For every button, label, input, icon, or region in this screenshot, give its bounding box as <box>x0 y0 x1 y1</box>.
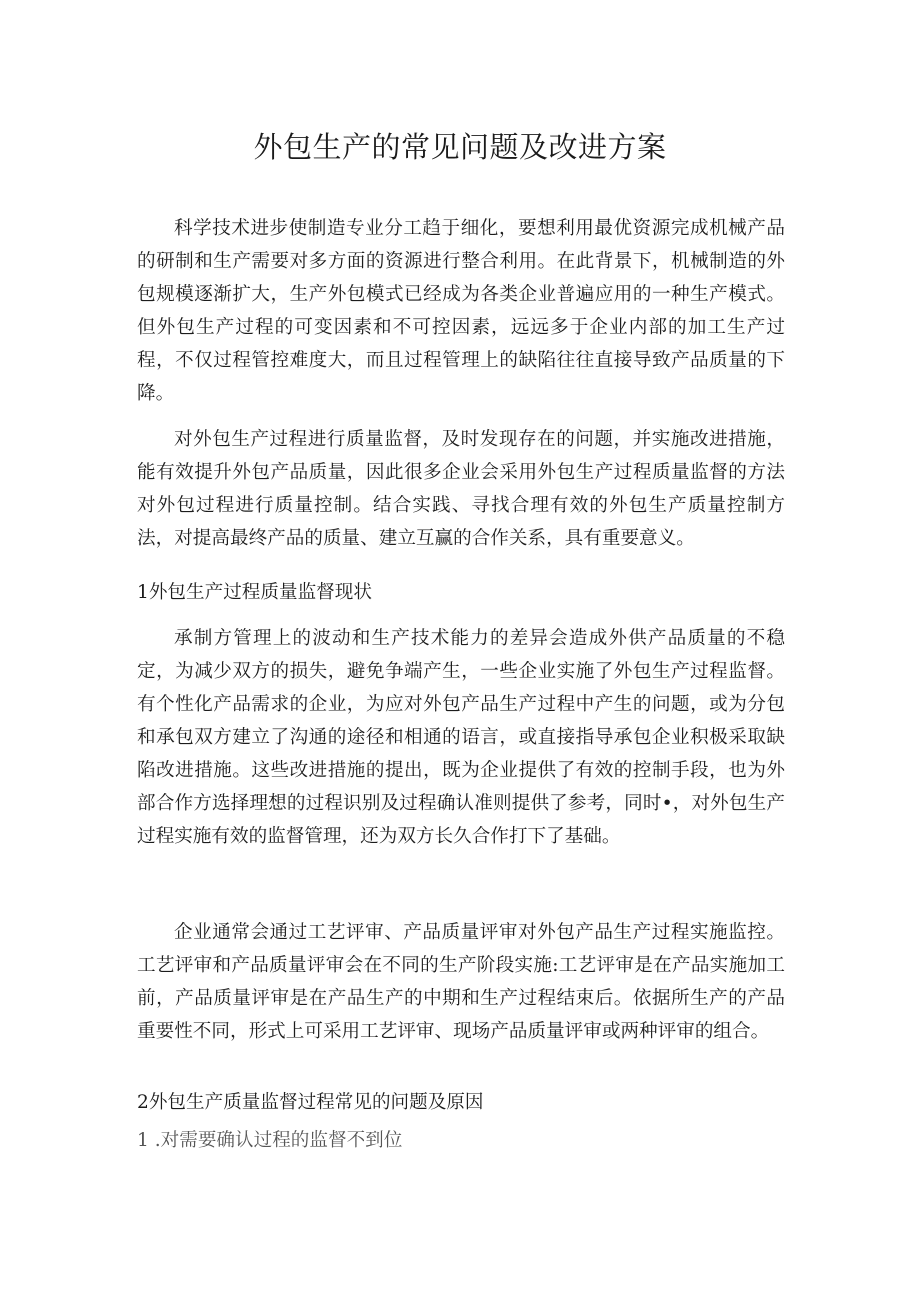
section-heading-2: 2外包生产质量监督过程常见的问题及原因 <box>137 1092 484 1113</box>
document-title: 外包生产的常见问题及改进方案 <box>253 130 667 165</box>
paragraph-status: 承制方管理上的波动和生产技术能力的差异会造成外供产品质量的不稳定，为减少双方的损失，避免争端产生，一些企业实施了外包生产过程监督。有个性化产品需求的企业，为应对外包产品生产过程中产生的问题，或为分包和承包双方建立了沟通的途径和相通的语言，或直接指导承包企业积极采取缺陷改进措施。这些改进措施的提出，既为企业提供了有效的控制手段，也为外部合作方选择理想的过程识别及过程确认准则提供了参考，同时•，对外包生产过程实施有效的监督管理，还为双方长久合作打下了基础。 <box>137 628 785 847</box>
paragraph-review: 企业通常会通过工艺评审、产品质量评审对外包产品生产过程实施监控。工艺评审和产品质量评审会在不同的生产阶段实施:工艺评审是在产品实施加工前，产品质量评审是在产品生产的中期和生产过程结束后。依据所生产的产品重要性不同，形式上可采用工艺评审、现场产品质量评审或两种评审的组合。 <box>137 922 785 1042</box>
paragraph-significance: 对外包生产过程进行质量监督，及时发现存在的问题，并实施改进措施，能有效提升外包产品质量，因此很多企业会采用外包生产过程质量监督的方法对外包过程进行质量控制。结合实践、寻找合理有效的外包生产质量控制方法，对提高最终产品的质量、建立互赢的合作关系，具有重要意义。 <box>137 429 785 549</box>
section-heading-1: 1外包生产过程质量监督现状 <box>137 582 372 603</box>
paragraph-intro: 科学技术进步使制造专业分工趋于细化，要想利用最优资源完成机械产品的研制和生产需要对多方面的资源进行整合利用。在此背景下，机械制造的外包规模逐渐扩大，生产外包模式已经成为各类企业普遍应用的一种生产模式。但外包生产过程的可变因素和不可控因素，远远多于企业内部的加工生产过程，不仅过程管控难度大，而且过程管理上的缺陷往往直接导致产品质量的下降。 <box>137 218 785 404</box>
subsection-heading-1: 1 .对需要确认过程的监督不到位 <box>137 1130 403 1151</box>
